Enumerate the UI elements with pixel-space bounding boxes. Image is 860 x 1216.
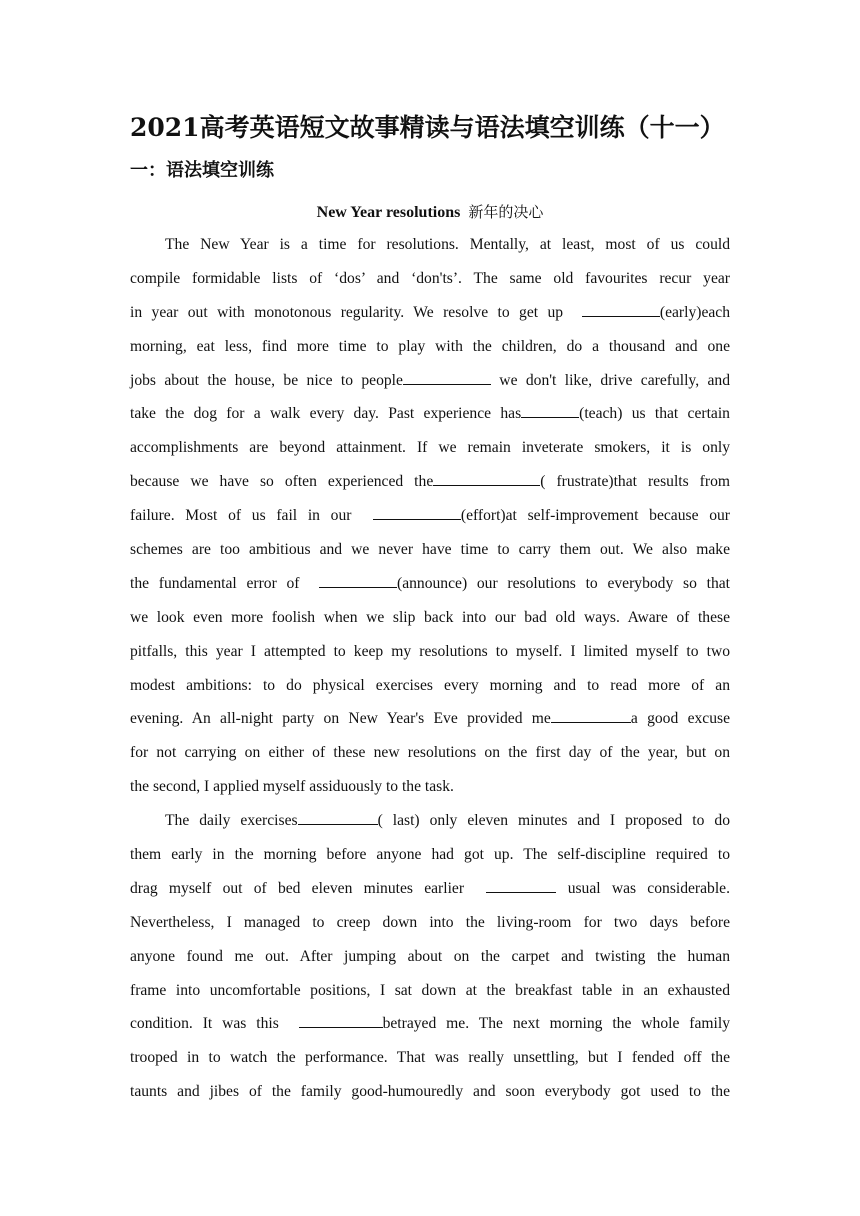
text-segment: (announce) our resolutions to everybody so that [397,574,730,592]
text-line: Nevertheless, I managed to creep down into the living-room for two days before [130,913,730,931]
text-segment: because we have so often experienced the [130,473,434,491]
answer-blank[interactable] [373,503,461,520]
text-segment: (early)each [659,303,731,321]
text-line: anyone found me out. After jumping about on the carpet and twisting the human [130,947,730,965]
text-line [130,872,730,906]
answer-blank[interactable] [433,469,540,486]
text-line [130,465,730,499]
section-heading: 一：语法填空训练 [130,160,274,181]
passage-body [130,228,730,1109]
answer-blank[interactable] [299,1011,383,1028]
text-segment: The daily exercises [165,812,298,830]
text-line: modest ambitions: to do physical exercises every morning and to read more of an [130,676,730,694]
text-segment: ( last) only eleven minutes and I proposed to do [377,812,731,830]
text-line [130,702,730,736]
text-line: for not carrying on either of these new resolutions on the first day of the year, but on [130,744,730,762]
passage-title-zh: 新年的决心 [468,203,544,221]
text-segment: failure. Most of us fail in our [130,507,363,525]
answer-blank[interactable] [319,571,397,588]
text-segment: usual was considerable. [556,879,730,897]
text-line [130,499,730,533]
text-line: compile formidable lists of ‘dos’ and ‘don'ts’. The same old favourites recur year [130,269,730,287]
text-line: trooped in to watch the performance. That was really unsettling, but I fended off the [130,1049,730,1067]
text-line [130,296,730,330]
text-segment: (effort)at self-improvement because our [460,507,730,525]
text-segment: a good excuse [630,710,730,728]
text-line: taunts and jibes of the family good-humouredly and soon everybody got used to the [130,1083,730,1101]
text-line [130,1007,730,1041]
text-line: accomplishments are beyond attainment. If we remain inveterate smokers, it is only [130,439,730,457]
page-title: 2021高考英语短文故事精读与语法填空训练（十一） [130,113,725,142]
text-line [130,804,730,838]
text-segment: evening. An all-night party on New Year's Eve provided me [130,710,551,728]
text-segment: the fundamental error of [130,574,310,592]
text-line: the second, I applied myself assiduously to the task. [130,778,454,796]
passage-title [130,198,730,227]
text-line [130,397,730,431]
text-line: we look even more foolish when we slip back into our bad old ways. Aware of these [130,608,730,626]
text-line: schemes are too ambitious and we never have time to carry them out. We also make [130,541,730,559]
text-line: The New Year is a time for resolutions. Mentally, at least, most of us could [165,236,730,253]
answer-blank[interactable] [298,808,378,825]
answer-blank[interactable] [486,876,556,893]
text-line: frame into uncomfortable positions, I sat down at the breakfast table in an exhausted [130,981,730,999]
text-line: pitfalls, this year I attempted to keep my resolutions to myself. I limited myself to two [130,642,730,660]
text-segment: we don't like, drive carefully, and [490,371,730,389]
answer-blank[interactable] [551,706,631,723]
text-segment: condition. It was this [130,1015,289,1033]
text-segment: in year out with monotonous regularity. We resolve to get up [130,303,573,321]
text-segment: take the dog for a walk every day. Past experience has [130,405,522,423]
answer-blank[interactable] [403,368,491,385]
text-segment: drag myself out of bed eleven minutes earlier [130,879,476,897]
text-line: them early in the morning before anyone had got up. The self-discipline required to [130,846,730,864]
text-line: morning, eat less, find more time to play with the children, do a thousand and one [130,337,730,355]
passage-title-en: New Year resolutions [316,204,461,221]
text-segment: ( frustrate)that results from [540,473,730,491]
text-segment: (teach) us that certain [579,405,730,423]
text-segment: betrayed me. The next morning the whole family [382,1015,730,1033]
answer-blank[interactable] [582,300,660,317]
text-line [130,364,730,398]
text-segment: jobs about the house, be nice to people [130,371,403,389]
answer-blank[interactable] [521,401,579,418]
text-line [130,567,730,601]
